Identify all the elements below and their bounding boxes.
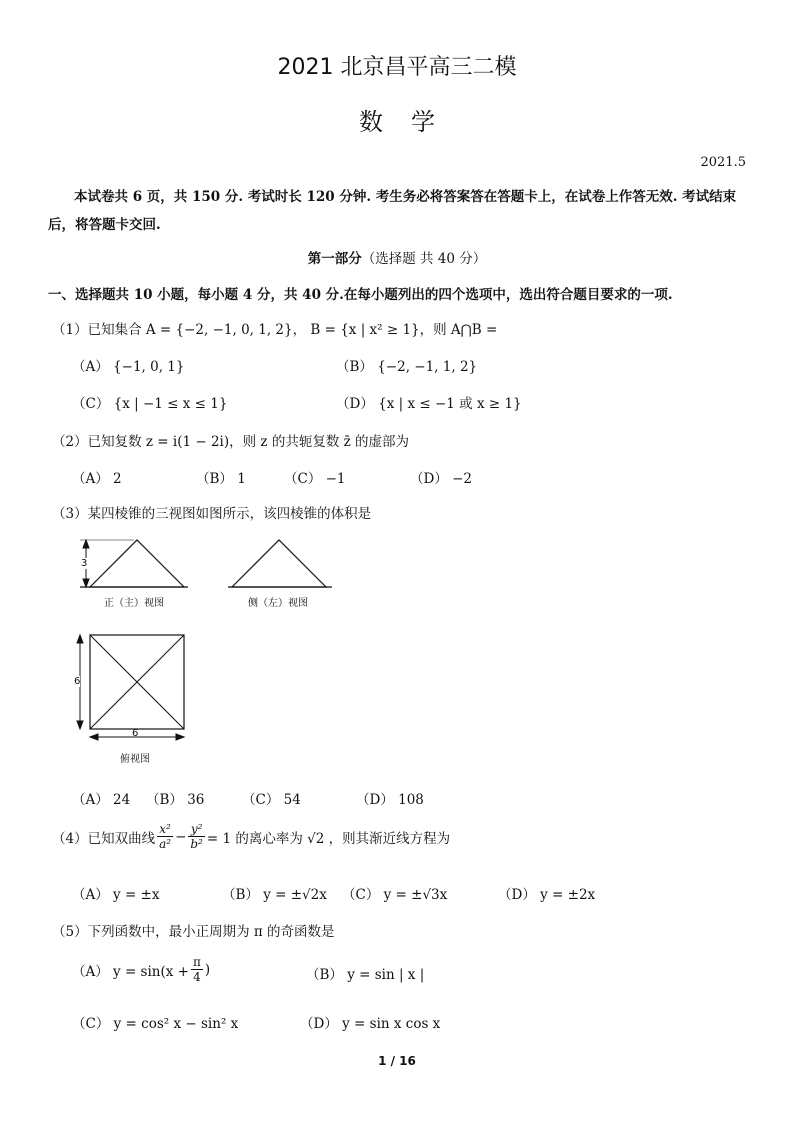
question-3-option-b: （B） 36 [146,792,205,808]
question-4-stem-post: = 1 的离心率为 √2 ，则其渐近线方程为 [206,830,451,847]
three-view-figure [70,532,370,772]
question-5-option-b: （B） y = sin | x | [306,967,425,983]
question-4-stem [52,822,450,851]
section-heading: 一、选择题共 10 小题，每小题 4 分，共 40 分.在每小题列出的四个选项中，选出符合题目要求的一项. [48,287,673,303]
question-3-option-c: （C） 54 [242,792,301,808]
minus-sign: − [175,828,187,845]
question-1-option-d: （D） {x | x ≤ −1 或 x ≥ 1} [336,396,522,412]
option-a-prefix: （A） y = sin(x + [72,963,189,980]
question-4-option-c: （C） y = ±√3x [342,887,448,903]
question-4-option-a: （A） y = ±x [72,887,160,903]
fraction-numerator: y² [188,822,205,837]
exam-date: 2021.5 [700,155,746,170]
fraction-denominator: b² [190,837,203,851]
top-view-caption: 俯视图 [120,754,150,765]
question-1-option-c: （C） {x | −1 ≤ x ≤ 1} [72,396,228,412]
question-3-option-d: （D） 108 [356,792,424,808]
exam-instructions: 本试卷共 6 页，共 150 分. 考试时长 120 分钟. 考生务必将答案答在答题卡上，在试卷上作答无效. 考试结束后，将答题卡交回. [48,189,737,233]
question-2-option-b: （B） 1 [196,471,246,487]
question-1-stem: （1）已知集合 A = {−2, −1, 0, 1, 2}， B = {x | x² ≥ 1}，则 A⋂B = [52,322,498,338]
question-4-option-b: （B） y = ±√2x [222,887,327,903]
front-height-label: 3 [81,558,88,569]
question-1-option-b: （B） {−2, −1, 1, 2} [336,359,478,375]
front-view [80,540,188,587]
question-3-stem: （3）某四棱锥的三视图如图所示，该四棱锥的体积是 [52,506,372,522]
question-5-option-d: （D） y = sin x cos x [300,1016,441,1032]
subject-title: 数学 [359,108,463,136]
question-2-option-d: （D） −2 [410,471,473,487]
part-title: 第一部分 [307,251,362,267]
question-4-stem-pre: （4）已知双曲线 [52,830,156,847]
fraction-numerator: x² [157,822,173,837]
option-a-suffix: ) [204,961,211,978]
question-5-option-a [72,955,210,984]
top-view [77,635,184,740]
top-depth-label: 6 [74,676,81,687]
side-view-caption: 侧（左）视图 [248,598,308,609]
fraction-numerator: π [193,955,201,969]
part-note: （选择题 共 40 分） [361,251,487,267]
fraction-x2-a2 [157,822,173,851]
question-2-option-c: （C） −1 [284,471,346,487]
top-width-label: 6 [132,728,139,739]
question-2-option-a: （A） 2 [72,471,122,487]
front-view-caption: 正（主）视图 [104,598,164,609]
side-view [228,540,332,587]
exam-title: 2021 北京昌平高三二模 [277,55,517,80]
question-5-stem: （5）下列函数中，最小正周期为 π 的奇函数是 [52,924,335,940]
fraction-denominator: a² [159,837,172,851]
part-heading [0,247,794,267]
fraction-pi-over-4 [191,955,203,984]
page-number: 1 / 16 [378,1054,416,1068]
question-5-option-c: （C） y = cos² x − sin² x [72,1016,239,1032]
question-4-option-d: （D） y = ±2x [498,887,596,903]
fraction-y2-b2 [188,822,205,851]
question-2-stem: （2）已知复数 z = i(1 − 2i)，则 z 的共轭复数 z̄ 的虚部为 [52,434,410,450]
question-3-option-a: （A） 24 [72,792,131,808]
question-1-option-a: （A） {−1, 0, 1} [72,359,185,375]
fraction-denominator: 4 [193,970,201,984]
